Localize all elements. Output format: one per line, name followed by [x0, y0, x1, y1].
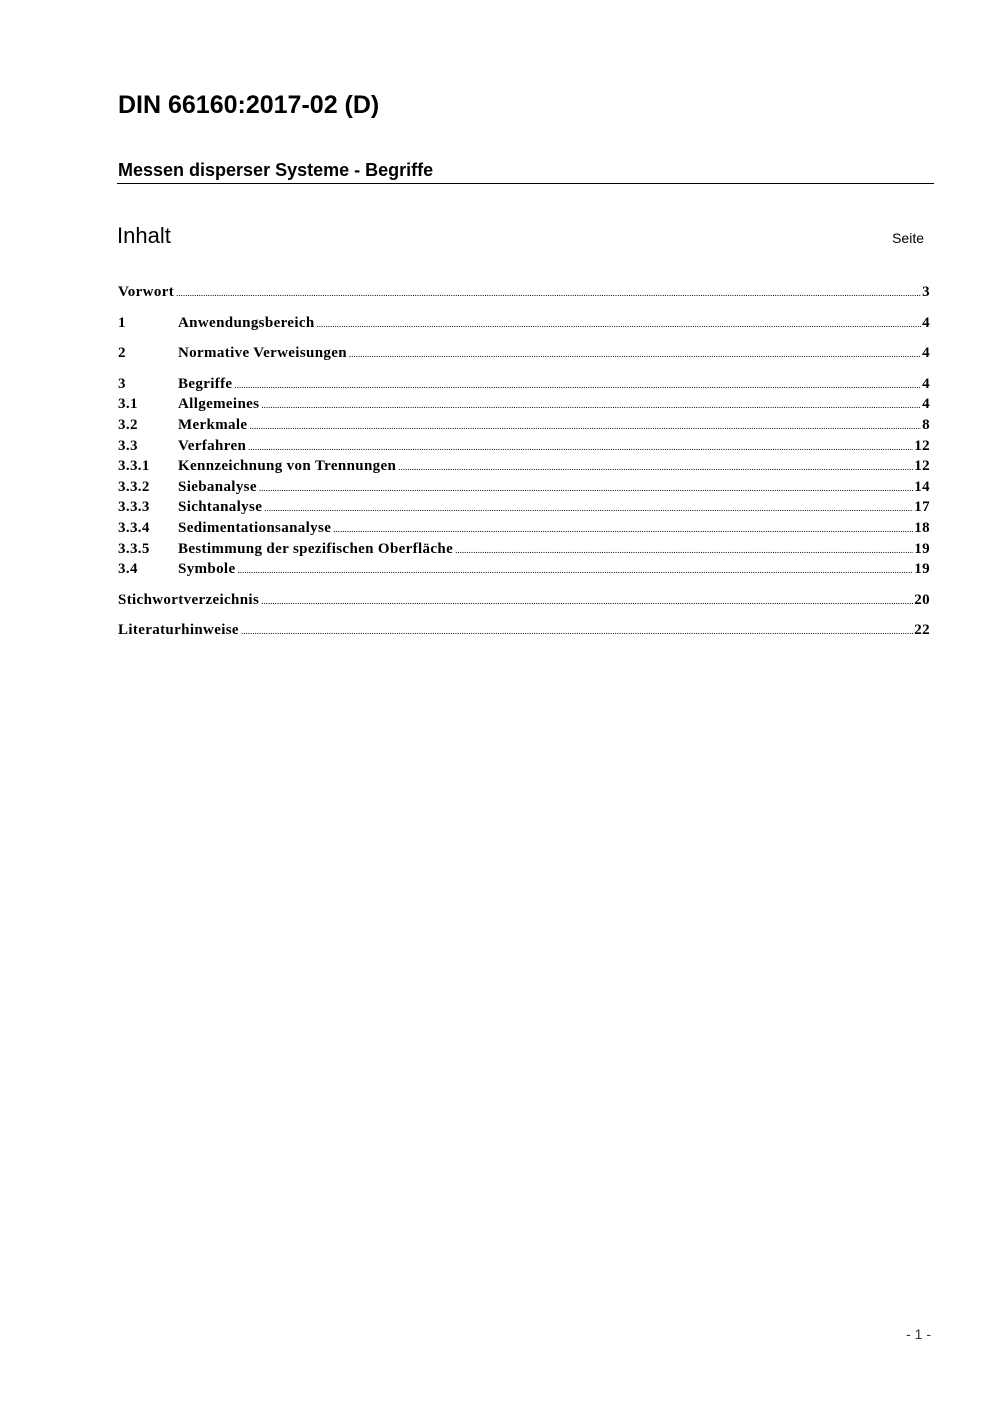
toc-dot-leader — [261, 591, 913, 611]
toc-entry-title: Vorwort — [118, 284, 175, 300]
toc-entry-title: Sedimentationsanalyse — [178, 519, 332, 536]
toc-entry-page: 4 — [922, 396, 930, 413]
toc-dot-leader — [249, 416, 921, 436]
toc-entry-title: Allgemeines — [178, 396, 260, 413]
document-title: DIN 66160:2017-02 (D) — [118, 91, 380, 119]
toc-entry-title: Anwendungsbereich — [178, 314, 315, 331]
toc-entry-3-3-4[interactable] — [118, 518, 930, 539]
toc-entry-number: 3 — [118, 375, 126, 392]
toc-entry-3[interactable] — [118, 374, 930, 395]
toc-entry-title: Siebanalyse — [178, 478, 257, 495]
toc-entry-number: 3.2 — [118, 416, 138, 433]
toc-entry-title: Symbole — [178, 561, 236, 578]
toc-entry-3-4[interactable] — [118, 559, 930, 580]
toc-entry-3-3-3[interactable] — [118, 497, 930, 518]
toc-dot-leader — [264, 498, 913, 518]
toc-entry-literaturhinweise[interactable] — [118, 620, 930, 641]
toc-entry-number: 3.3 — [118, 437, 138, 454]
toc-entry-page: 19 — [914, 561, 930, 578]
toc-dot-leader — [261, 395, 921, 415]
toc-entry-title: Literaturhinweise — [118, 622, 239, 639]
toc-entry-3-3-2[interactable] — [118, 477, 930, 498]
toc-entry-number: 3.4 — [118, 561, 138, 578]
toc-entry-page: 4 — [922, 375, 930, 392]
toc-entry-title: Merkmale — [178, 416, 248, 433]
toc-dot-leader — [237, 560, 913, 580]
toc-entry-title: Begriffe — [178, 375, 233, 392]
toc-entry-page: 20 — [914, 591, 930, 608]
toc-dot-leader — [333, 519, 913, 539]
toc-dot-leader — [248, 437, 913, 457]
page-number: - 1 - — [906, 1326, 931, 1342]
toc-entry-page: 8 — [922, 416, 930, 433]
toc-entry-page: 12 — [914, 437, 930, 454]
toc-entry-3-3[interactable] — [118, 436, 930, 457]
toc-entry-page: 18 — [914, 519, 930, 536]
toc-entry-page: 4 — [922, 314, 930, 331]
toc-dot-leader — [317, 314, 922, 334]
toc-entry-title: Verfahren — [178, 437, 247, 454]
toc-entry-page: 22 — [914, 622, 930, 639]
toc-entry-page: 14 — [914, 478, 930, 495]
toc-dot-leader — [349, 344, 921, 364]
toc-heading: Inhalt — [117, 223, 171, 248]
toc-page-column-label: Seite — [892, 230, 924, 246]
toc-entry-3-1[interactable] — [118, 394, 930, 415]
toc-dot-leader — [259, 478, 913, 498]
toc-entry-number: 3.3.5 — [118, 540, 150, 557]
toc-entry-number: 3.3.1 — [118, 458, 150, 475]
toc-dot-leader — [455, 540, 913, 560]
toc-dot-leader — [176, 283, 921, 303]
toc-dot-leader — [398, 457, 913, 477]
toc-entry-page: 17 — [914, 499, 930, 516]
toc-entry-vorwort[interactable] — [118, 282, 930, 303]
toc-entry-number: 3.3.3 — [118, 499, 150, 516]
toc-entry-page: 4 — [922, 345, 930, 362]
document-subtitle: Messen disperser Systeme - Begriffe — [118, 160, 434, 180]
toc-entry-page: 19 — [914, 540, 930, 557]
toc-dot-leader — [234, 375, 921, 395]
toc-entry-page: 3 — [922, 284, 930, 300]
toc-entry-1[interactable] — [118, 313, 930, 334]
toc-entry-3-3-1[interactable] — [118, 456, 930, 477]
toc-entry-stichwortverzeichnis[interactable] — [118, 590, 930, 611]
toc-entry-title: Sichtanalyse — [178, 499, 263, 516]
toc-entry-2[interactable] — [118, 343, 930, 364]
toc-entry-number: 3.3.4 — [118, 519, 150, 536]
toc-dot-leader — [241, 621, 913, 641]
subtitle-divider — [117, 183, 934, 184]
toc-entry-title: Kennzeichnung von Trennungen — [178, 458, 397, 475]
toc-entry-3-3-5[interactable] — [118, 539, 930, 560]
toc-entry-page: 12 — [914, 458, 930, 475]
toc-entry-number: 3.3.2 — [118, 478, 150, 495]
toc-entry-number: 3.1 — [118, 396, 138, 413]
toc-entry-title: Stichwortverzeichnis — [118, 591, 260, 608]
toc-entry-3-2[interactable] — [118, 415, 930, 436]
toc-entry-title: Normative Verweisungen — [178, 345, 347, 362]
toc-entry-number: 1 — [118, 314, 126, 331]
toc-entry-title: Bestimmung der spezifischen Oberfläche — [178, 540, 454, 557]
table-of-contents — [118, 282, 930, 641]
toc-entry-number: 2 — [118, 345, 126, 362]
